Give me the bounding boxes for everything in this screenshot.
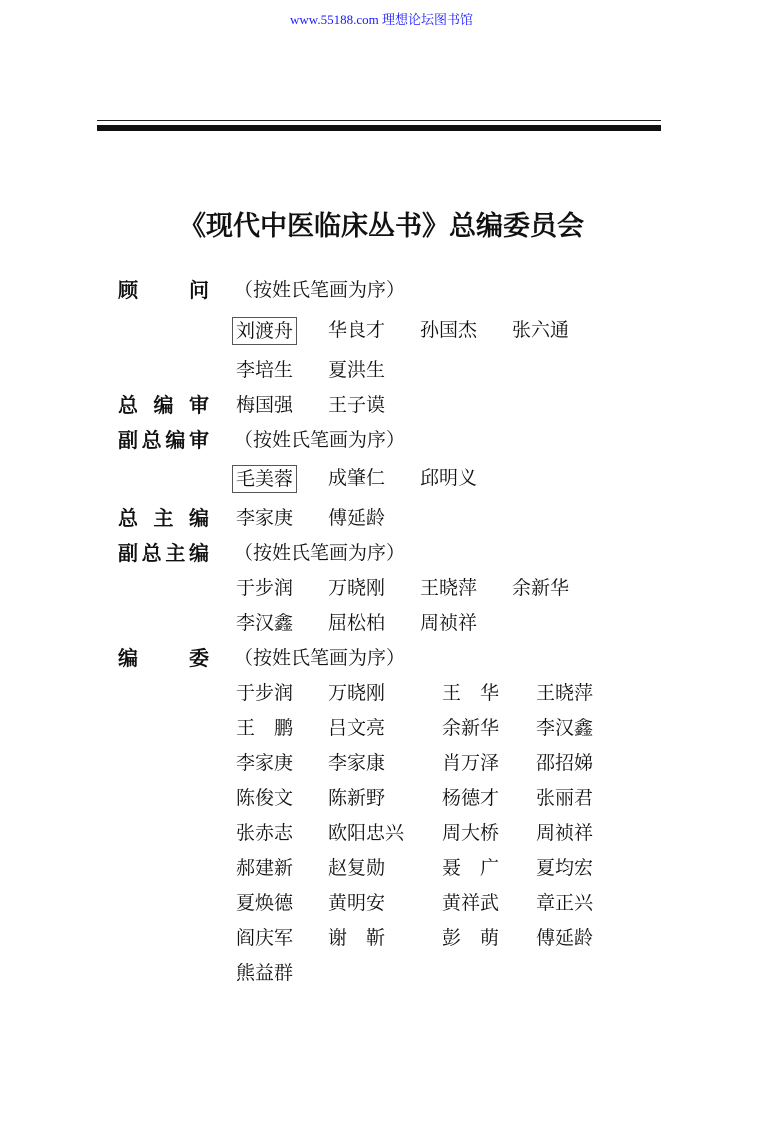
section-row	[0, 390, 763, 420]
member-name: 谢 靳	[328, 927, 386, 949]
member-name: 李家庚	[236, 507, 294, 529]
member-name: 于步润	[236, 682, 294, 704]
member-name: 章正兴	[536, 892, 594, 914]
member-name: 张赤志	[236, 822, 294, 844]
member-name: 傅延龄	[536, 927, 594, 949]
section-row	[0, 538, 763, 568]
member-name: 欧阳忠兴	[328, 822, 405, 844]
member-name: 陈俊文	[236, 787, 294, 809]
member-name: 黄明安	[328, 892, 386, 914]
watermark-header: www.55188.com 理想论坛图书馆	[290, 12, 473, 27]
member-name: 王 鹏	[236, 717, 294, 739]
member-name: 李汉鑫	[236, 612, 294, 634]
name-row	[0, 923, 763, 953]
member-name: 周祯祥	[536, 822, 594, 844]
member-name: 李家庚	[236, 752, 294, 774]
member-name: 刘渡舟	[232, 317, 297, 345]
name-row	[0, 573, 763, 603]
member-name: 夏焕德	[236, 892, 294, 914]
section-row	[0, 425, 763, 455]
ordering-note: （按姓氏笔画为序）	[234, 647, 406, 669]
member-name: 王子谟	[328, 394, 386, 416]
member-name: 吕文亮	[328, 717, 386, 739]
section-row	[0, 503, 763, 533]
member-name: 周大桥	[442, 822, 500, 844]
section-row	[0, 275, 763, 305]
member-name: 聂 广	[442, 857, 500, 879]
ordering-note: （按姓氏笔画为序）	[234, 429, 406, 451]
member-name: 黄祥武	[442, 892, 500, 914]
member-name: 张六通	[512, 319, 570, 341]
member-name: 屈松柏	[328, 612, 386, 634]
name-row	[0, 783, 763, 813]
member-name: 邵招娣	[536, 752, 594, 774]
member-name: 王晓萍	[420, 577, 478, 599]
name-row	[0, 608, 763, 638]
name-row	[0, 678, 763, 708]
section-label: 编委	[118, 646, 209, 670]
member-name: 阎庆军	[236, 927, 294, 949]
member-name: 余新华	[442, 717, 500, 739]
name-row	[0, 818, 763, 848]
name-row	[0, 853, 763, 883]
member-name: 毛美蓉	[232, 465, 297, 493]
member-name: 张丽君	[536, 787, 594, 809]
member-name: 夏均宏	[536, 857, 594, 879]
member-name: 梅国强	[236, 394, 294, 416]
ordering-note: （按姓氏笔画为序）	[234, 279, 406, 301]
member-name: 陈新野	[328, 787, 386, 809]
member-name: 赵复勋	[328, 857, 386, 879]
member-name: 熊益群	[236, 962, 294, 984]
section-label: 总编审	[118, 393, 209, 417]
name-row	[0, 748, 763, 778]
member-name: 杨德才	[442, 787, 500, 809]
member-name: 郝建新	[236, 857, 294, 879]
member-name: 肖万泽	[442, 752, 500, 774]
member-name: 余新华	[512, 577, 570, 599]
member-name: 周祯祥	[420, 612, 478, 634]
member-name: 于步润	[236, 577, 294, 599]
page-title: 《现代中医临床丛书》总编委员会	[179, 211, 584, 242]
name-row	[0, 713, 763, 743]
member-name: 万晓刚	[328, 682, 386, 704]
section-row	[0, 643, 763, 673]
member-name: 李汉鑫	[536, 717, 594, 739]
section-label: 总主编	[118, 506, 209, 530]
member-name: 夏洪生	[328, 359, 386, 381]
member-name: 彭 萌	[442, 927, 500, 949]
section-label: 顾问	[118, 278, 209, 302]
member-name: 李家康	[328, 752, 386, 774]
member-name: 万晓刚	[328, 577, 386, 599]
member-name: 邱明义	[420, 467, 478, 489]
section-label: 副总主编	[118, 541, 209, 565]
header-rule-thick	[97, 125, 661, 131]
name-row	[0, 355, 763, 385]
member-name: 孙国杰	[420, 319, 478, 341]
member-name: 成肇仁	[328, 467, 386, 489]
header-rule-thin	[97, 120, 661, 121]
member-name: 李培生	[236, 359, 294, 381]
ordering-note: （按姓氏笔画为序）	[234, 542, 406, 564]
member-name: 傅延龄	[328, 507, 386, 529]
section-label: 副总编审	[118, 428, 209, 452]
name-row	[0, 463, 763, 493]
name-row	[0, 315, 763, 345]
name-row	[0, 888, 763, 918]
member-name: 华良才	[328, 319, 386, 341]
member-name: 王 华	[442, 682, 500, 704]
member-name: 王晓萍	[536, 682, 594, 704]
name-row	[0, 958, 763, 988]
